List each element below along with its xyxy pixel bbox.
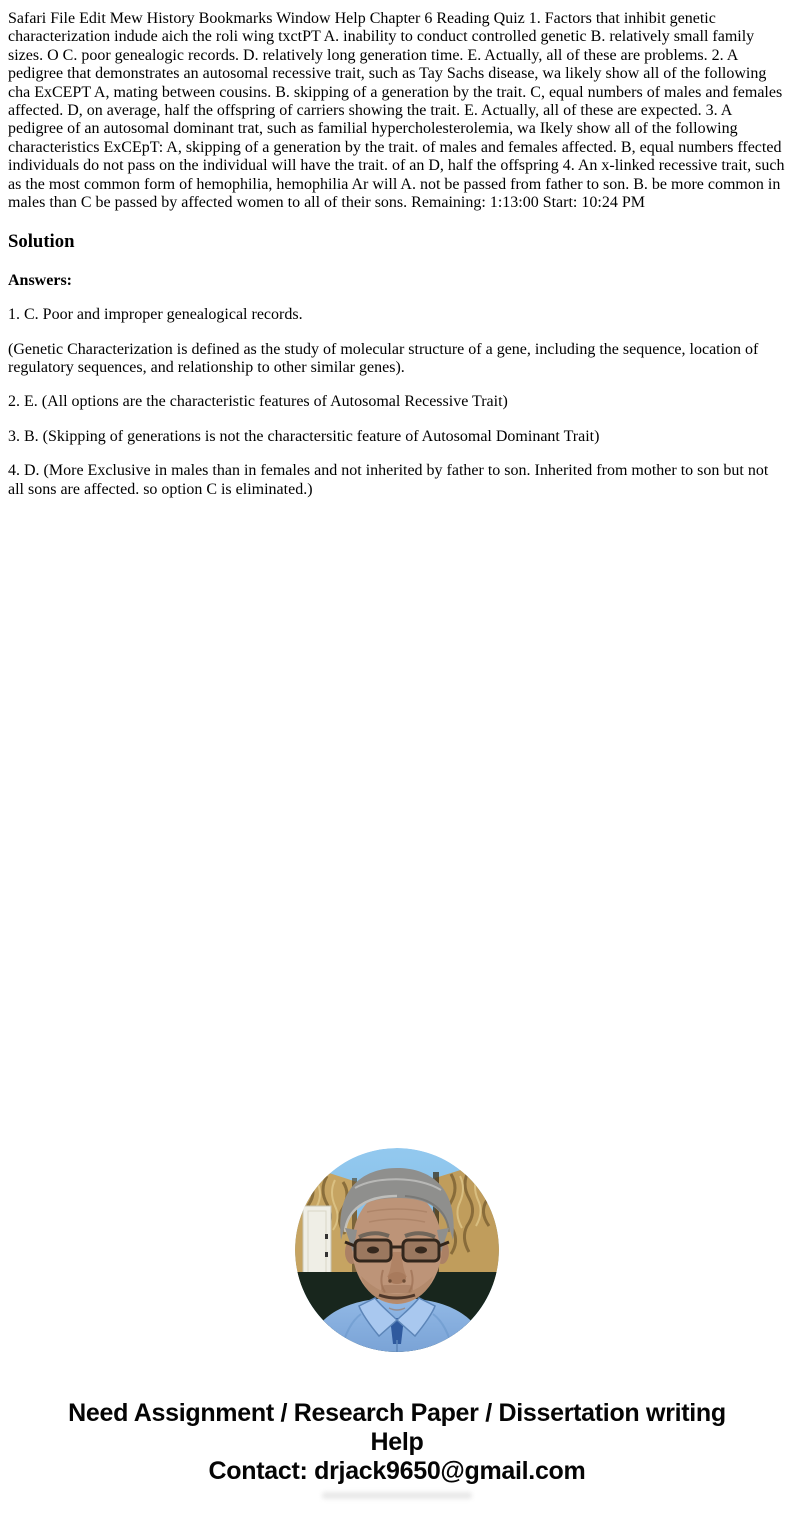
answer-3: 3. B. (Skipping of generations is not the charactersitic feature of Autosomal Dominant Trait) — [8, 427, 600, 445]
avatar — [295, 1148, 499, 1352]
footer-help-text: Need Assignment / Research Paper / Dissertation writing Help — [68, 1398, 726, 1457]
bottom-spacer — [8, 1499, 786, 1513]
answers-label: Answers: — [8, 271, 72, 289]
footer-contact-text: Contact: drjack9650@gmail.com — [208, 1457, 586, 1486]
footer-ad — [8, 1399, 786, 1499]
avatar-section — [8, 1148, 786, 1352]
answer-1: 1. C. Poor and improper genealogical records. — [8, 306, 303, 324]
portrait-door-frame — [303, 1206, 331, 1282]
answer-4: 4. D. (More Exclusive in males than in females and not inherited by father to son. Inherited from mother to son but not all sons are affected. so option C is eliminated.) — [8, 462, 769, 498]
answer-2: 2. E. (All options are the characteristic features of Autosomal Recessive Trait) — [8, 393, 508, 411]
footer-ghost-artifact — [322, 1492, 472, 1499]
solution-heading: Solution — [8, 231, 75, 253]
answer-1-note: (Genetic Characterization is defined as the study of molecular structure of a gene, including the sequence, location of regulatory sequences, and relationship to other similar genes). — [8, 340, 759, 376]
man-portrait-photo — [295, 1148, 499, 1352]
quiz-ocr-text: Safari File Edit Mew History Bookmarks Window Help Chapter 6 Reading Quiz 1. Factors that inhibit genetic characterization indude aich the roli wing txctPT A. inability to conduct controlled genetic B. relatively small family sizes. O C. poor genealogic records. D. relatively long generation time. E. Actually, all of these are problems. 2. A pedigree that demonstrates an autosomal recessive trait, such as Tay Sachs disease, wa likely show all of the following cha ExCEPT A, mating between cousins. B. skipping of a generation by the trait. C, equal numbers of males and females affected. D, on average, half the offspring of carriers showing the trait. E. Actually, all of these are expected. 3. A pedigree of an autosomal dominant trat, such as familial hypercholesterolemia, wa Ikely show all of the following characteristics ExCEpT: A, skipping of a generation by the trait. of males and females affected. B, equal numbers ffected individuals do not pass on the individual will have the trait. of an D, half the offspring 4. An x-linked recessive trait, such as the most common form of hemophilia, hemophilia Ar will A. not be passed from father to son. B. be more common in males than C be passed by affected women to all of their sons. Remaining: 1:13:00 Start: 10:24 PM — [8, 10, 785, 211]
